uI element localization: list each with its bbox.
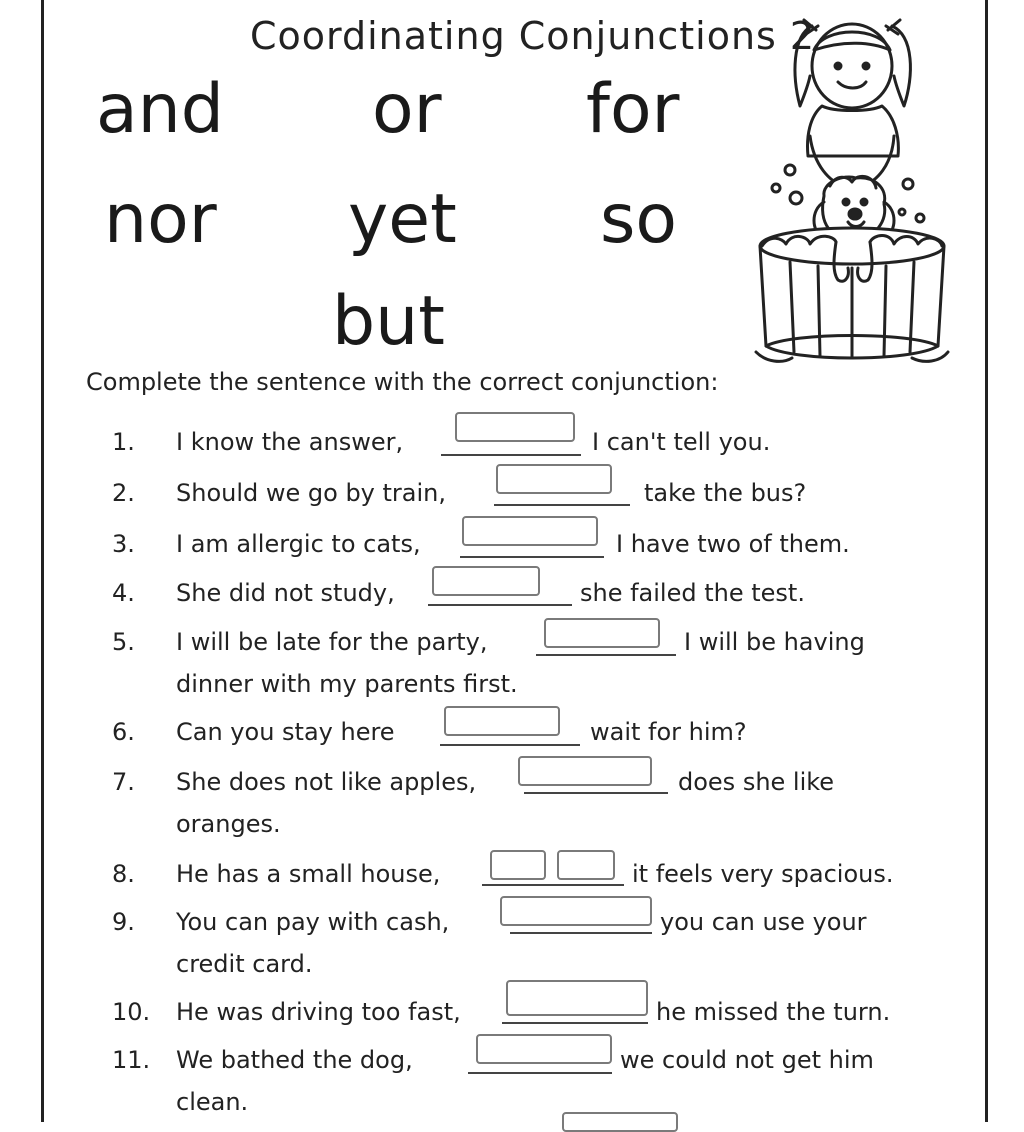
question-number: 6. [112, 718, 135, 746]
question-text-before: Can you stay here [176, 718, 395, 746]
answer-line-9 [510, 932, 652, 934]
answer-box-3[interactable] [462, 516, 598, 546]
question-text-after: I can't tell you. [592, 428, 771, 456]
worksheet-title: Coordinating Conjunctions 2 [250, 14, 816, 58]
answer-box-5[interactable] [544, 618, 660, 648]
answer-line-5 [536, 654, 676, 656]
question-number: 7. [112, 768, 135, 796]
question-text-after: he missed the turn. [656, 998, 891, 1026]
question-text-after: we could not get him [620, 1046, 874, 1074]
question-text-after: she failed the test. [580, 579, 805, 607]
answer-line-6 [440, 744, 580, 746]
question-text-continuation: credit card. [176, 950, 313, 978]
question-text-before: She did not study, [176, 579, 395, 607]
answer-line-1 [441, 454, 581, 456]
conjunction-or: or [372, 70, 442, 149]
answer-line-3 [460, 556, 604, 558]
question-text-after: wait for him? [590, 718, 747, 746]
conjunction-for: for [586, 70, 680, 149]
conjunction-and: and [96, 70, 224, 149]
answer-line-11 [468, 1072, 612, 1074]
question-text-after: it feels very spacious. [632, 860, 894, 888]
answer-box-4[interactable] [432, 566, 540, 596]
answer-line-7 [524, 792, 668, 794]
question-text-continuation: dinner with my parents first. [176, 670, 518, 698]
answer-box-6[interactable] [444, 706, 560, 736]
question-text-after: take the bus? [644, 479, 807, 507]
question-text-before: We bathed the dog, [176, 1046, 413, 1074]
question-number: 8. [112, 860, 135, 888]
question-text-before: Should we go by train, [176, 479, 446, 507]
question-text-continuation: oranges. [176, 810, 281, 838]
answer-box-12-partial[interactable] [562, 1112, 678, 1132]
answer-box-1[interactable] [455, 412, 575, 442]
answer-box-8b[interactable] [557, 850, 615, 880]
conjunction-so: so [600, 180, 678, 259]
answer-line-8 [482, 884, 624, 886]
question-number: 9. [112, 908, 135, 936]
question-text-after: I will be having [684, 628, 865, 656]
question-text-after: does she like [678, 768, 835, 796]
conjunction-but: but [332, 282, 445, 361]
question-text-after: I have two of them. [616, 530, 850, 558]
conjunction-yet: yet [348, 180, 457, 259]
conjunction-nor: nor [104, 180, 217, 259]
answer-box-2[interactable] [496, 464, 612, 494]
girl-bathing-dog-illustration [752, 6, 952, 368]
question-text-before: He was driving too fast, [176, 998, 461, 1026]
instruction-text: Complete the sentence with the correct conjunction: [86, 368, 719, 396]
answer-box-10[interactable] [506, 980, 648, 1016]
question-text-before: I will be late for the party, [176, 628, 488, 656]
question-number: 4. [112, 579, 135, 607]
page-border-right [985, 0, 988, 1122]
question-text-before: I am allergic to cats, [176, 530, 421, 558]
answer-line-10 [502, 1022, 648, 1024]
question-text-after: you can use your [660, 908, 867, 936]
answer-box-7[interactable] [518, 756, 652, 786]
question-number: 3. [112, 530, 135, 558]
question-number: 10. [112, 998, 151, 1026]
answer-box-11[interactable] [476, 1034, 612, 1064]
answer-line-2 [494, 504, 630, 506]
question-text-before: He has a small house, [176, 860, 441, 888]
answer-box-8a[interactable] [490, 850, 546, 880]
question-number: 11. [112, 1046, 151, 1074]
answer-box-9[interactable] [500, 896, 652, 926]
question-text-continuation: clean. [176, 1088, 249, 1116]
answer-line-4 [428, 604, 572, 606]
question-text-before: I know the answer, [176, 428, 404, 456]
question-text-before: She does not like apples, [176, 768, 477, 796]
question-number: 2. [112, 479, 135, 507]
question-text-before: You can pay with cash, [176, 908, 450, 936]
question-number: 1. [112, 428, 135, 456]
question-number: 5. [112, 628, 135, 656]
page-border-left [41, 0, 44, 1122]
